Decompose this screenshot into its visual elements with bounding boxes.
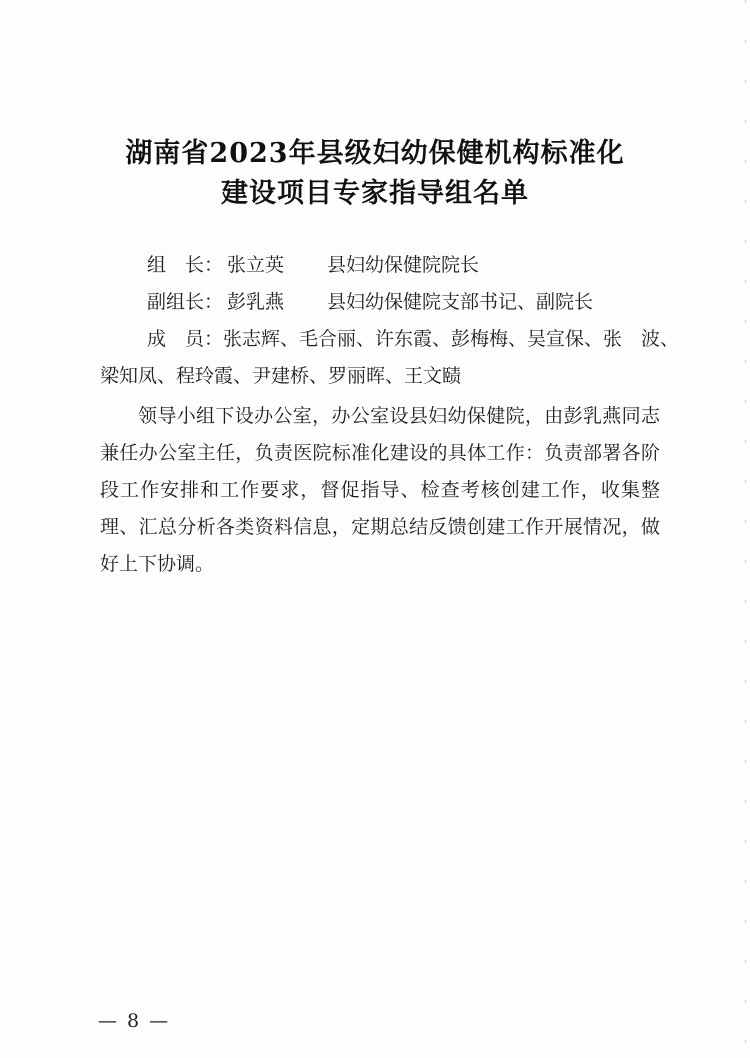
leader-name: 张立英	[227, 254, 285, 276]
leader-role: 县妇幼保健院院长	[327, 254, 480, 276]
deputy-row	[147, 288, 593, 316]
members-label: 成 员：	[147, 328, 224, 350]
leader-label: 组 长：	[147, 254, 224, 276]
deputy-role: 县妇幼保健院支部书记、副院长	[327, 291, 594, 313]
document-title-line1: 湖南省2023年县级妇幼保健机构标准化	[125, 138, 625, 169]
members-row	[147, 325, 679, 353]
office-paragraph: 领导小组下设办公室，办公室设县妇幼保健院，由彭乳燕同志兼任办公室主任，负责医院标准化建设的具体工作：负责部署各阶段工作安排和工作要求，督促指导、检查考核创建工作，收集整理、汇总分析各类资料信息，定期总结反馈创建工作开展情况，做好上下协调。	[100, 405, 660, 575]
deputy-name: 彭乳燕	[227, 291, 285, 313]
deputy-label: 副组长：	[147, 291, 224, 313]
document-title-line2: 建设项目专家指导组名单	[221, 178, 529, 209]
scan-edge-decoration	[745, 0, 746, 1058]
members-list-line1: 张志辉、毛合丽、许东霞、彭梅梅、吴宣保、张 波、	[223, 328, 680, 350]
page-number: — 8 —	[98, 1010, 171, 1032]
members-list-line2: 梁知凤、程玲霞、尹建桥、罗丽晖、王文赜	[100, 365, 462, 387]
leader-row	[147, 251, 479, 279]
